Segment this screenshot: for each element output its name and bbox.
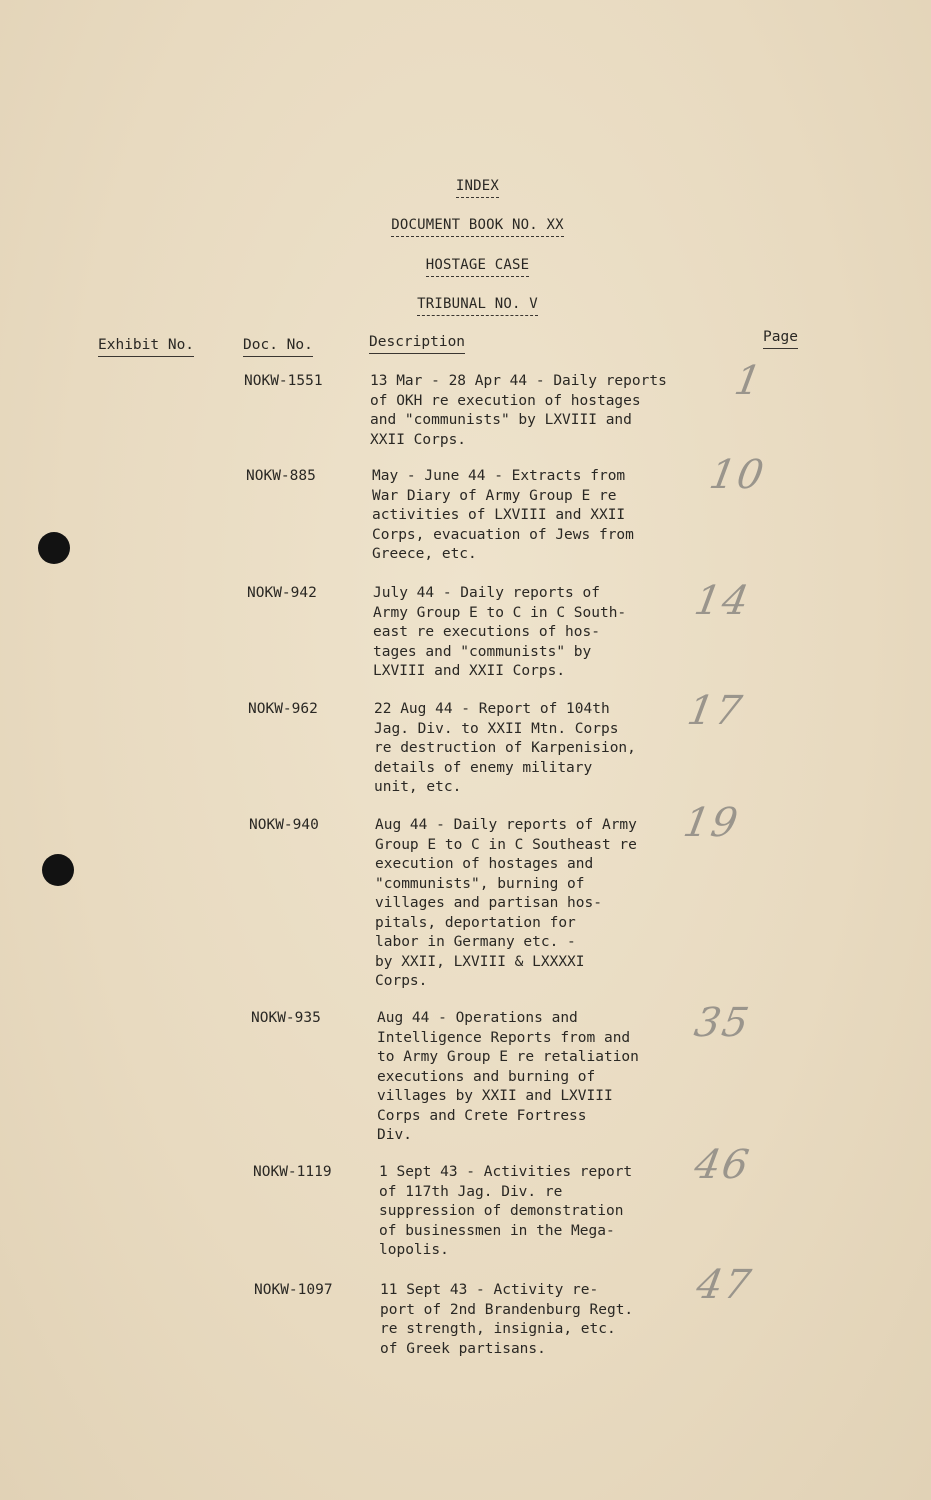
case-heading: HOSTAGE CASE [12,257,931,273]
entry-description: 22 Aug 44 - Report of 104th Jag. Div. to XXII Mtn. Corps re destruction of Karpenision, details of enemy military unit, etc. [374,701,636,795]
index-heading: INDEX [12,178,931,194]
entry-description: Aug 44 - Operations and Intelligence Reports from and to Army Group E re retaliation executions and burning of villages by XXII and LXVIII Corps and Crete Fortress Div. [377,1010,639,1143]
document-book-heading: DOCUMENT BOOK NO. XX [12,217,931,233]
entry-description: July 44 - Daily reports of Army Group E to C in C South- east re executions of hos- tages and "communists" by LXVIII and XXII Corps. [373,585,627,679]
doc-number: NOKW-1119 [253,1164,332,1180]
doc-number: NOKW-962 [248,701,318,717]
doc-number: NOKW-885 [246,468,316,484]
doc-column-header: Doc. No. [243,337,313,353]
doc-number: NOKW-935 [251,1010,321,1026]
page-number-handwritten: 47 [692,1262,756,1308]
page-number-handwritten: 19 [679,800,743,846]
doc-number: NOKW-940 [249,817,319,833]
page-number-handwritten: 1 [730,358,767,404]
exhibit-column-header: Exhibit No. [98,337,194,353]
doc-number: NOKW-942 [247,585,317,601]
punch-hole-top [38,532,70,564]
entry-description: May - June 44 - Extracts from War Diary of Army Group E re activities of LXVIII and XXII Corps, evacuation of Jews from Greece, etc. [372,468,634,562]
entry-description: Aug 44 - Daily reports of Army Group E to C in C Southeast re execution of hostages and "communists", burning of villages and partisan hos- pitals, deportation for labor in Germany etc. - by XXII, LXVIII & LXXXXI Corps. [375,817,637,989]
entry-description: 13 Mar - 28 Apr 44 - Daily reports of OKH re execution of hostages and "communists" by LXVIII and XXII Corps. [370,373,667,448]
page-number-handwritten: 46 [690,1142,754,1188]
entry-description: 11 Sept 43 - Activity re- port of 2nd Brandenburg Regt. re strength, insignia, etc. of Greek partisans. [380,1282,634,1357]
doc-number: NOKW-1097 [254,1282,333,1298]
tribunal-heading: TRIBUNAL NO. V [12,296,931,312]
page-number-handwritten: 10 [705,452,769,498]
page-number-handwritten: 14 [690,578,754,624]
description-column-header: Description [369,334,465,350]
punch-hole-bottom [42,854,74,886]
page-column-header: Page [763,329,798,345]
doc-number: NOKW-1551 [244,373,323,389]
page-number-handwritten: 35 [690,1000,754,1046]
entry-description: 1 Sept 43 - Activities report of 117th Jag. Div. re suppression of demonstration of businessmen in the Mega- lopolis. [379,1164,633,1258]
page-number-handwritten: 17 [683,688,747,734]
